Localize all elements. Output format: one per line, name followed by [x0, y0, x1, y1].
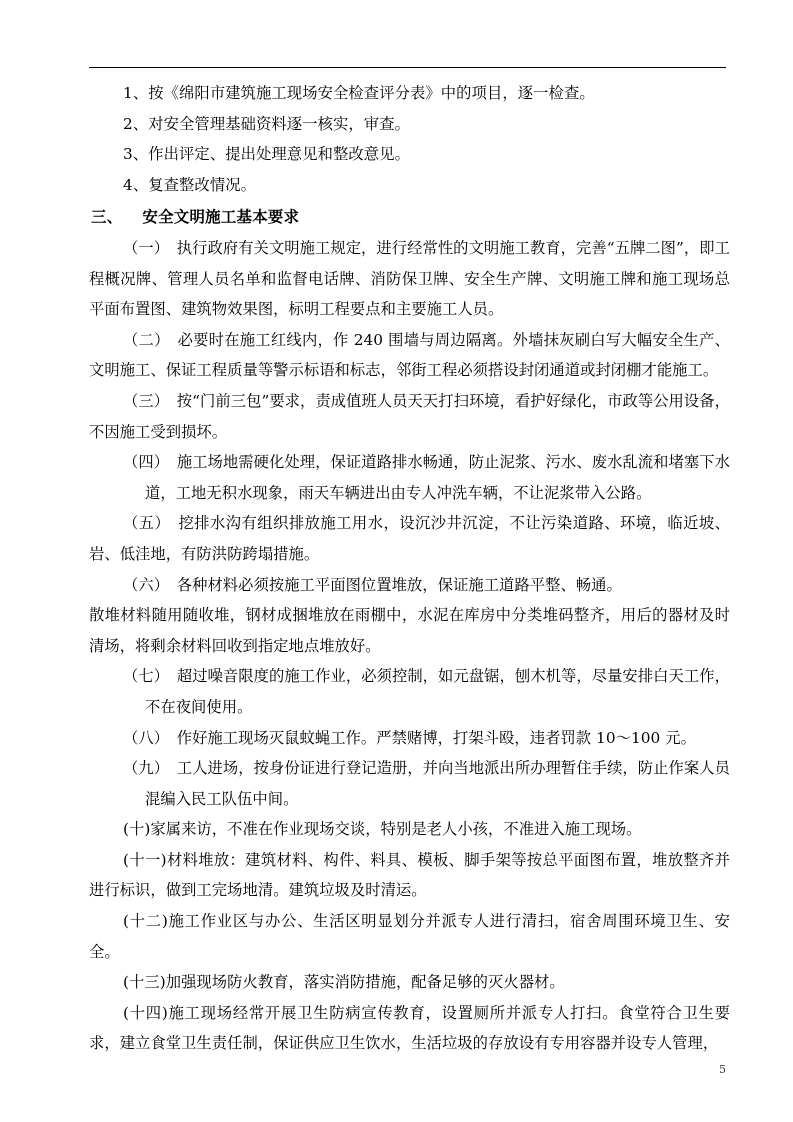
section-number: 三、 — [91, 208, 123, 226]
clause-marker: （七） — [123, 667, 162, 686]
list-text: 作出评定、提出处理意见和整改意见。 — [148, 145, 410, 163]
numbered-list-item — [89, 109, 730, 140]
clause-paragraph — [89, 661, 730, 722]
clause-text: 执行政府有关文明施工规定，进行经常性的文明施工教育，完善“五牌二图”，即工程概况牌、管理人员名单和监督电话牌、消防保卫牌、安全生产牌、文明施工牌和施工现场总平面布置图、建筑物效果图，标明工程要点和主要施工人员。 — [89, 239, 730, 319]
clause-paragraph — [89, 906, 730, 967]
clause-marker: （二） — [123, 330, 162, 349]
clause-marker: （四） — [123, 453, 162, 472]
header-rule-divider — [89, 67, 726, 68]
clause-marker: (十二) — [123, 912, 168, 931]
clause-paragraph — [89, 814, 730, 845]
list-text: 按《绵阳市建筑施工现场安全检查评分表》中的项目，逐一检查。 — [148, 84, 595, 102]
list-text: 复查整改情况。 — [148, 175, 257, 194]
clause-gap — [161, 667, 176, 685]
clause-marker: （一） — [123, 239, 162, 257]
clause-text: 施工作业区与办公、生活区明显划分并派专人进行清扫，宿舍周围环境卫生、安全。 — [89, 912, 730, 961]
clause-paragraph — [89, 998, 730, 1059]
clause-paragraph — [89, 447, 730, 508]
clause-gap — [162, 331, 178, 349]
section-heading — [89, 202, 730, 233]
clause-marker: （六） — [123, 575, 162, 594]
clause-marker: (十) — [123, 820, 151, 839]
clause-marker: （三） — [123, 391, 162, 410]
clause-text: 作好施工现场灭鼠蚊蝇工作。严禁赌博，打架斗殴，违者罚款 10～100 元。 — [176, 728, 696, 747]
page-number: 5 — [719, 1063, 726, 1076]
clause-marker: （八） — [123, 728, 162, 747]
numbered-list-item — [89, 78, 730, 109]
list-marker: 3、 — [123, 145, 149, 163]
clause-text: 家属来访，不准在作业现场交谈，特别是老人小孩，不准进入施工现场。 — [150, 820, 642, 839]
clause-gap — [161, 239, 176, 257]
clause-gap — [161, 729, 176, 747]
clause-text: 挖排水沟有组织排放施工用水，设沉沙井沉淀，不让污染道路、环境，临近坡、岩、低洼地，有防洪防跨塌措施。 — [89, 514, 730, 563]
clause-paragraph — [89, 753, 730, 814]
clause-paragraph — [89, 508, 730, 569]
clause-paragraph — [89, 325, 730, 386]
clause-paragraph — [89, 845, 730, 906]
clause-text: 加强现场防火教育，落实消防措施，配备足够的灭火器材。 — [165, 973, 565, 992]
clause-paragraph — [89, 570, 730, 601]
clause-text: 工人进场，按身份证进行登记造册，并向当地派出所办理暂住手续，防止作案人员混编入民工队伍中间。 — [145, 759, 730, 808]
clause-gap — [161, 392, 176, 410]
list-text: 对安全管理基础资料逐一核实，审查。 — [148, 114, 410, 133]
list-marker: 4、 — [123, 175, 149, 194]
clause-text: 材料堆放：建筑材料、构件、料具、模板、脚手架等按总平面图布置，堆放整齐并进行标识，做到工完场地清。建筑垃圾及时清运。 — [89, 850, 730, 900]
clause-gap — [161, 453, 176, 471]
list-marker: 1、 — [123, 84, 149, 102]
clause-paragraph — [89, 386, 730, 447]
clause-text: 各种材料必须按施工平面图位置堆放，保证施工道路平整、畅通。 — [176, 575, 622, 594]
clause-marker: (十三) — [123, 973, 166, 992]
clause-gap — [161, 759, 176, 777]
document-body — [89, 78, 730, 1059]
section-title: 安全文明施工基本要求 — [142, 208, 300, 226]
clause-text: 必要时在施工红线内，作 240 围墙与周边隔离。外墙抹灰刷白写大幅安全生产、文明施工、保证工程质量等警示标语和标志，邻街工程必须搭设封闭通道或封闭棚才能施工。 — [89, 330, 730, 380]
clause-marker: （九） — [123, 759, 162, 778]
clause-text: 超过噪音限度的施工作业，必须控制，如元盘锯，刨木机等，尽量安排白天工作，不在夜间使用。 — [145, 667, 730, 716]
numbered-list-item — [89, 139, 730, 170]
clause-text: 按“门前三包”要求，责成值班人员天天打扫环境，看护好绿化，市政等公用设备，不因施工受到损坏。 — [89, 391, 730, 441]
clause-marker: (十一) — [123, 850, 167, 869]
clause-text: 施工场地需硬化处理，保证道路排水畅通，防止泥浆、污水、废水乱流和堵塞下水道，工地无积水现象，雨天车辆进出由专人冲洗车辆，不让泥浆带入公路。 — [145, 453, 730, 502]
clause-marker: （五） — [123, 514, 163, 533]
numbered-list-item — [89, 170, 730, 201]
clause-paragraph — [89, 723, 730, 754]
list-marker: 2、 — [123, 114, 149, 133]
clause-paragraph — [89, 967, 730, 998]
clause-gap — [163, 514, 179, 532]
clause-paragraph — [89, 233, 730, 325]
clause-continuation-paragraph: 散堆材料随用随收堆，钢材成捆堆放在雨棚中，水泥在库房中分类堆码整齐，用后的器材及时清场，将剩余材料回收到指定地点堆放好。 — [89, 606, 730, 655]
clause-gap — [161, 576, 176, 594]
clause-marker: (十四) — [123, 1003, 168, 1022]
clause-text: 施工现场经常开展卫生防病宣传教育，设置厕所并派专人打扫。食堂符合卫生要求，建立食堂卫生责任制，保证供应卫生饮水，生活垃圾的存放设有专用容器并设专人管理， — [89, 1003, 730, 1053]
